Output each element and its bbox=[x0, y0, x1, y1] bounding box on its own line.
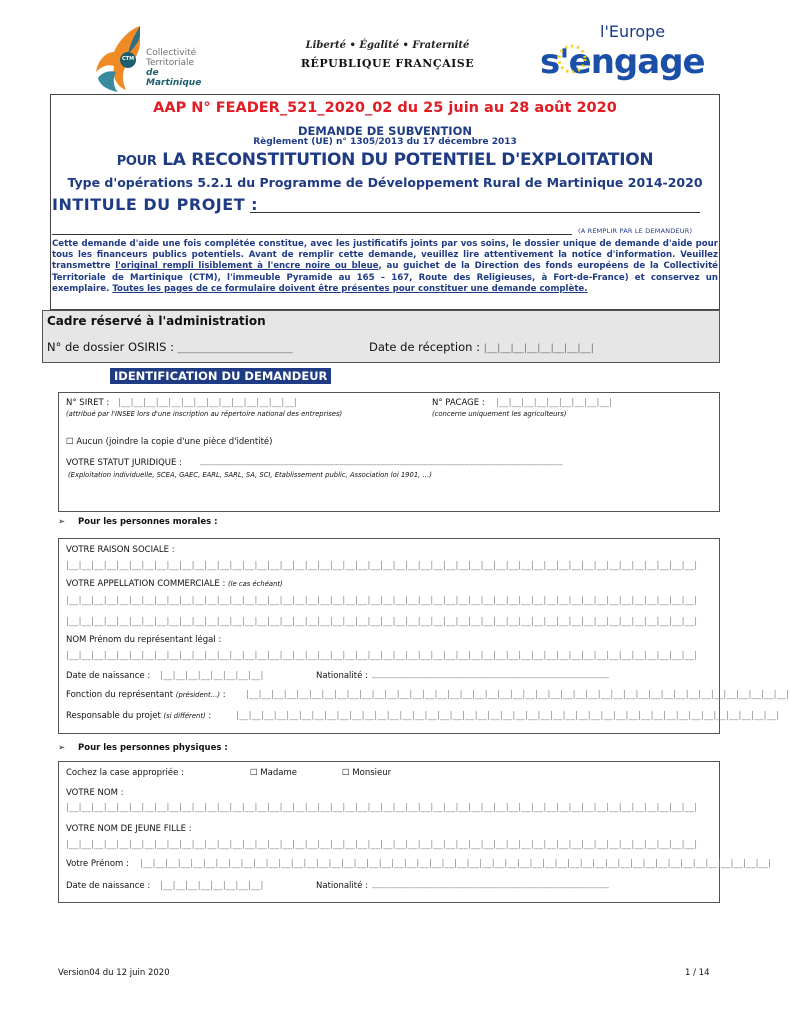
info-underlined-2: Toutes les pages de ce formulaire doivent être présentes pour constituer une demande complète. bbox=[112, 283, 588, 294]
statut-label: VOTRE STATUT JURIDIQUE : bbox=[66, 458, 182, 468]
ctm-wordmark bbox=[146, 48, 208, 88]
prenom-input[interactable]: |__|__|__|__|__|__|__|__|__|__|__|__|__|__|__|__|__|__|__|__|__|__|__|__|__|__|__|__|__|__|__|__|__|__|__|__|__|__|__|__|__|__|__|__|__|__|__|__|__|__| bbox=[140, 859, 772, 869]
ctm-logo bbox=[88, 22, 208, 94]
madame-checkbox[interactable]: ☐ Madame bbox=[250, 768, 297, 778]
ctm-line-2: Territoriale bbox=[146, 58, 195, 68]
reglement-title: Règlement (UE) n° 1305/2013 du 17 décembre 2013 bbox=[253, 137, 517, 147]
admin-box bbox=[42, 310, 720, 363]
reconstitution-label: LA RECONSTITUTION DU POTENTIEL D'EXPLOITATION bbox=[162, 150, 654, 170]
admin-heading: Cadre réservé à l'administration bbox=[47, 314, 266, 328]
pacage-input[interactable]: |__|__|__|__|__|__|__|__|__| bbox=[496, 398, 613, 408]
fonction-field: Fonction du représentant (président…) : bbox=[66, 690, 226, 700]
responsable-note: (si différent) bbox=[163, 712, 206, 720]
ctm-line-3: de Martinique bbox=[146, 68, 202, 88]
phys-nationalite-label: Nationalité : bbox=[316, 881, 368, 891]
nationalite-input[interactable]: ___________________________________________________ bbox=[372, 669, 610, 679]
rf-name: RÉPUBLIQUE FRANÇAISE bbox=[300, 57, 475, 70]
pacage-label: N° PACAGE : bbox=[432, 398, 485, 408]
prenom-label: Votre Prénom : bbox=[66, 859, 129, 869]
fonction-note: (président…) bbox=[175, 691, 221, 699]
reception-field bbox=[369, 340, 594, 354]
appellation-input-1[interactable]: |__|__|__|__|__|__|__|__|__|__|__|__|__|__|__|__|__|__|__|__|__|__|__|__|__|__|__|__|__|__|__|__|__|__|__|__|__|__|__|__|__|__|__|__|__|__|__|__|__|__| bbox=[66, 596, 698, 606]
reconstitution-title bbox=[50, 150, 720, 170]
physiques-bullet-icon: ➢ bbox=[58, 743, 66, 753]
rf-motto: Liberté • Égalité • Fraternité bbox=[305, 40, 470, 51]
responsable-field: Responsable du projet (si différent) : bbox=[66, 711, 212, 721]
version-footer: Version04 du 12 juin 2020 bbox=[58, 968, 170, 978]
siret-note: (attribué par l'INSEE lors d'une inscription au répertoire national des entreprises) bbox=[66, 410, 343, 418]
pour-label: POUR bbox=[116, 154, 157, 169]
appellation-input-2[interactable]: |__|__|__|__|__|__|__|__|__|__|__|__|__|__|__|__|__|__|__|__|__|__|__|__|__|__|__|__|__|__|__|__|__|__|__|__|__|__|__|__|__|__|__|__|__|__|__|__|__|__| bbox=[66, 617, 698, 627]
naissance-label: Date de naissance : bbox=[66, 671, 151, 681]
eu-line-1: l'Europe bbox=[600, 22, 666, 41]
demande-title: DEMANDE DE SUBVENTION bbox=[297, 124, 472, 138]
monsieur-checkbox[interactable]: ☐ Monsieur bbox=[342, 768, 392, 778]
phys-naissance-input[interactable]: |__|__|__|__|__|__|__|__| bbox=[160, 881, 264, 891]
phys-naissance-label: Date de naissance : bbox=[66, 881, 151, 891]
intitule-input-line-2[interactable] bbox=[52, 234, 572, 235]
morales-heading: Pour les personnes morales : bbox=[78, 517, 218, 527]
eu-stars-icon bbox=[550, 44, 594, 74]
intitule-label: INTITULE DU PROJET : bbox=[52, 195, 259, 214]
osiris-label: N° de dossier OSIRIS : bbox=[47, 340, 174, 354]
page-number: 1 / 14 bbox=[685, 968, 710, 978]
remplir-hint: (A REMPLIR PAR LE DEMANDEUR) bbox=[578, 227, 693, 235]
eu-line-2: s'engage bbox=[540, 42, 705, 82]
responsable-label: Responsable du projet bbox=[66, 711, 161, 721]
nom-label: VOTRE NOM : bbox=[66, 788, 124, 798]
siret-label: N° SIRET : bbox=[66, 398, 110, 408]
osiris-input[interactable]: _______________________ bbox=[177, 343, 293, 354]
reception-label: Date de réception : bbox=[369, 340, 480, 354]
aucun-checkbox[interactable]: ☐ Aucun (joindre la copie d'une pièce d'identité) bbox=[66, 437, 273, 447]
info-text-2: , au guichet de la Direction des fonds européens de la Collectivité Territoriale de Martinique (CTM), l'immeuble Pyramide au 165 – 167, Route des Religieuses, à Fort-de-France) et conservez un exemplaire. bbox=[52, 261, 719, 294]
nationalite-label: Nationalité : bbox=[316, 671, 368, 681]
raison-sociale-label: VOTRE RAISON SOCIALE : bbox=[66, 545, 175, 555]
appellation-label: VOTRE APPELLATION COMMERCIALE : bbox=[66, 579, 226, 589]
jeune-fille-label: VOTRE NOM DE JEUNE FILLE : bbox=[66, 824, 192, 834]
representant-label: NOM Prénom du représentant légal : bbox=[66, 635, 222, 645]
nom-input[interactable]: |__|__|__|__|__|__|__|__|__|__|__|__|__|__|__|__|__|__|__|__|__|__|__|__|__|__|__|__|__|__|__|__|__|__|__|__|__|__|__|__|__|__|__|__|__|__|__|__|__|__| bbox=[66, 803, 698, 813]
siret-input[interactable]: |__|__|__|__|__|__|__|__|__|__|__|__|__|__| bbox=[118, 398, 298, 408]
info-underlined-1: l'original rempli lisiblement à l'encre noire ou bleue bbox=[115, 261, 379, 272]
pacage-note: (concerne uniquement les agriculteurs) bbox=[432, 410, 567, 418]
republique-francaise-logo bbox=[290, 40, 485, 70]
phys-nationalite-input[interactable]: ___________________________________________________ bbox=[372, 879, 610, 889]
statut-note: (Exploitation individuelle, SCEA, GAEC, EARL, SARL, SA, SCI, Etablissement public, Association loi 1901, …) bbox=[68, 471, 432, 479]
europe-sengage-logo bbox=[540, 22, 705, 94]
responsable-input[interactable]: |__|__|__|__|__|__|__|__|__|__|__|__|__|__|__|__|__|__|__|__|__|__|__|__|__|__|__|__|__|__|__|__|__|__|__|__|__|__|__|__|__|__|__| bbox=[236, 711, 780, 721]
info-text-1: Cette demande d'aide une fois complétée constitue, avec les justificatifs joints par vos soins, le dossier unique de demande d'aide pour tous les financeurs publics potentiels. Avant de remplir cette demande, veuillez lire attentivement la notice d'information. Veuillez transmettre bbox=[52, 239, 718, 272]
type-operations-title: Type d'opérations 5.2.1 du Programme de Développement Rural de Martinique 2014-2020 bbox=[67, 175, 703, 190]
info-paragraph bbox=[52, 239, 718, 295]
fonction-label: Fonction du représentant bbox=[66, 690, 174, 700]
naissance-input[interactable]: |__|__|__|__|__|__|__|__| bbox=[160, 671, 264, 681]
appellation-field bbox=[66, 579, 283, 589]
intitule-input-line-1[interactable] bbox=[250, 212, 700, 213]
hummingbird-icon bbox=[88, 22, 148, 94]
statut-input[interactable]: ______________________________________________________________________________ bbox=[200, 456, 563, 466]
osiris-field bbox=[47, 340, 293, 354]
aap-title: AAP N° FEADER_521_2020_02 du 25 juin au 28 août 2020 bbox=[153, 100, 617, 116]
identification-heading: IDENTIFICATION DU DEMANDEUR bbox=[110, 368, 331, 384]
jeune-fille-input[interactable]: |__|__|__|__|__|__|__|__|__|__|__|__|__|__|__|__|__|__|__|__|__|__|__|__|__|__|__|__|__|__|__|__|__|__|__|__|__|__|__|__|__|__|__|__|__|__|__|__|__|__| bbox=[66, 840, 698, 850]
morales-bullet-icon: ➢ bbox=[58, 517, 66, 527]
appellation-note: (le cas échéant) bbox=[228, 580, 283, 588]
reception-input[interactable]: |__|__|__|__|__|__|__|__| bbox=[483, 343, 594, 354]
fonction-input[interactable]: |__|__|__|__|__|__|__|__|__|__|__|__|__|__|__|__|__|__|__|__|__|__|__|__|__|__|__|__|__|__|__|__|__|__|__|__|__|__|__|__|__|__|__| bbox=[246, 690, 790, 700]
ctm-line-1: Collectivité bbox=[146, 48, 197, 58]
representant-input[interactable]: |__|__|__|__|__|__|__|__|__|__|__|__|__|__|__|__|__|__|__|__|__|__|__|__|__|__|__|__|__|__|__|__|__|__|__|__|__|__|__|__|__|__|__|__|__|__|__|__|__|__| bbox=[66, 651, 698, 661]
raison-sociale-input[interactable]: |__|__|__|__|__|__|__|__|__|__|__|__|__|__|__|__|__|__|__|__|__|__|__|__|__|__|__|__|__|__|__|__|__|__|__|__|__|__|__|__|__|__|__|__|__|__|__|__|__|__| bbox=[66, 561, 698, 571]
ctm-badge: CTM bbox=[122, 56, 135, 62]
physiques-heading: Pour les personnes physiques : bbox=[78, 743, 228, 753]
cochez-label: Cochez la case appropriée : bbox=[66, 768, 184, 778]
